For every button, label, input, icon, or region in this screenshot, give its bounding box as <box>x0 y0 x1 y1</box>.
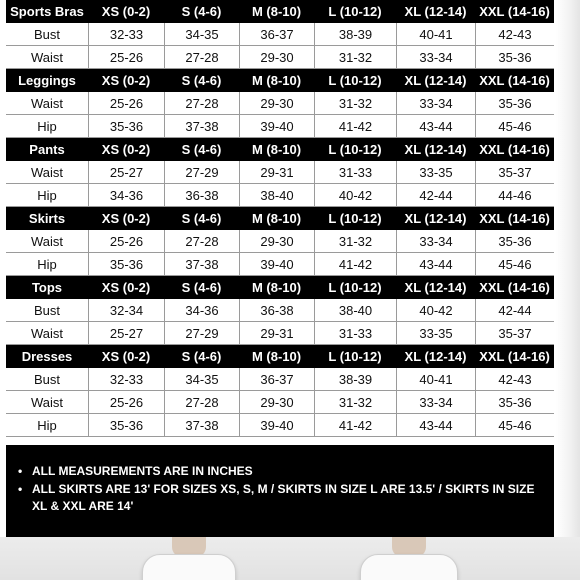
measurement-value: 36-38 <box>239 299 314 321</box>
measurement-value: 38-39 <box>314 368 396 390</box>
measurement-value: 41-42 <box>314 253 396 275</box>
size-column-header: M (8-10) <box>251 73 302 88</box>
measurement-value: 35-37 <box>475 161 554 183</box>
size-column-header: XXL (14-16) <box>479 73 550 88</box>
note-text: ALL SKIRTS ARE 13' FOR SIZES XS, S, M / SKIRTS IN SIZE L ARE 13.5' / SKIRTS IN SIZE XL & XXL ARE 14' <box>32 482 535 513</box>
measurement-row <box>6 115 554 138</box>
measurement-value: 34-35 <box>164 23 239 45</box>
measurement-value: 31-32 <box>314 92 396 114</box>
measurement-value: 33-34 <box>396 92 475 114</box>
measurement-value: 44-46 <box>475 184 554 206</box>
section-header <box>6 345 554 368</box>
measurement-label: Waist <box>30 95 64 111</box>
measurement-value: 40-41 <box>396 23 475 45</box>
size-column-header: M (8-10) <box>251 280 302 295</box>
measurement-value: 27-28 <box>164 92 239 114</box>
size-column-header: M (8-10) <box>251 4 302 19</box>
note-item <box>18 481 544 515</box>
section-header <box>6 69 554 92</box>
size-column-header: XXL (14-16) <box>479 349 550 364</box>
measurement-label: Waist <box>30 233 64 249</box>
measurement-value: 40-42 <box>396 299 475 321</box>
measurement-value: 25-27 <box>88 161 164 183</box>
measurement-row <box>6 253 554 276</box>
measurement-value: 29-30 <box>239 92 314 114</box>
measurement-value: 35-36 <box>88 115 164 137</box>
measurement-label: Waist <box>30 164 64 180</box>
measurement-value: 29-30 <box>239 391 314 413</box>
measurement-row <box>6 46 554 69</box>
measurement-value: 42-44 <box>475 299 554 321</box>
sneaker-icon <box>360 554 458 580</box>
measurement-value: 25-26 <box>88 230 164 252</box>
size-column-header: XL (12-14) <box>404 349 467 364</box>
size-column-header: XS (0-2) <box>101 73 151 88</box>
measurement-value: 38-40 <box>314 299 396 321</box>
measurement-value: 35-37 <box>475 322 554 344</box>
size-column-header: XXL (14-16) <box>479 4 550 19</box>
measurement-value: 32-33 <box>88 368 164 390</box>
measurement-value: 41-42 <box>314 414 396 436</box>
measurement-value: 35-36 <box>475 391 554 413</box>
size-column-header: L (10-12) <box>328 142 382 157</box>
measurement-value: 39-40 <box>239 414 314 436</box>
measurement-value: 36-37 <box>239 368 314 390</box>
measurement-value: 35-36 <box>88 253 164 275</box>
measurement-value: 33-35 <box>396 161 475 183</box>
background-photo-edge <box>556 0 580 580</box>
size-column-header: M (8-10) <box>251 142 302 157</box>
size-column-header: S (4-6) <box>181 349 222 364</box>
measurement-label: Bust <box>33 302 60 318</box>
measurement-value: 37-38 <box>164 414 239 436</box>
measurement-value: 37-38 <box>164 253 239 275</box>
measurement-label: Hip <box>37 417 57 433</box>
model-photo-feet <box>0 537 580 580</box>
measurement-value: 29-30 <box>239 230 314 252</box>
size-column-header: L (10-12) <box>328 211 382 226</box>
size-column-header: XL (12-14) <box>404 280 467 295</box>
measurement-value: 31-33 <box>314 322 396 344</box>
size-column-header: XXL (14-16) <box>479 142 550 157</box>
measurement-value: 33-34 <box>396 391 475 413</box>
section-header <box>6 207 554 230</box>
size-column-header: S (4-6) <box>181 280 222 295</box>
measurement-notes <box>6 445 554 537</box>
size-chart <box>6 0 566 437</box>
measurement-value: 43-44 <box>396 253 475 275</box>
measurement-label: Hip <box>37 118 57 134</box>
measurement-row <box>6 414 554 437</box>
section-title: Sports Bras <box>10 4 84 19</box>
measurement-value: 45-46 <box>475 414 554 436</box>
size-column-header: XL (12-14) <box>404 211 467 226</box>
measurement-row <box>6 92 554 115</box>
measurement-value: 37-38 <box>164 115 239 137</box>
size-column-header: L (10-12) <box>328 73 382 88</box>
measurement-value: 43-44 <box>396 414 475 436</box>
measurement-row <box>6 230 554 253</box>
measurement-value: 29-31 <box>239 322 314 344</box>
measurement-value: 27-29 <box>164 322 239 344</box>
bullet-icon: • <box>18 464 23 478</box>
measurement-value: 32-33 <box>88 23 164 45</box>
measurement-value: 35-36 <box>475 46 554 68</box>
measurement-label: Waist <box>30 394 64 410</box>
size-column-header: L (10-12) <box>328 4 382 19</box>
measurement-value: 34-35 <box>164 368 239 390</box>
measurement-label: Bust <box>33 371 60 387</box>
size-column-header: M (8-10) <box>251 211 302 226</box>
sneaker-icon <box>142 554 236 580</box>
size-chart-sections <box>6 0 566 437</box>
measurement-row <box>6 161 554 184</box>
measurement-row <box>6 299 554 322</box>
measurement-value: 31-32 <box>314 391 396 413</box>
measurement-value: 33-34 <box>396 46 475 68</box>
size-column-header: XS (0-2) <box>101 4 151 19</box>
measurement-row <box>6 23 554 46</box>
measurement-value: 42-43 <box>475 368 554 390</box>
size-column-header: XXL (14-16) <box>479 211 550 226</box>
size-column-header: XS (0-2) <box>101 280 151 295</box>
note-text: ALL MEASUREMENTS ARE IN INCHES <box>32 464 253 478</box>
measurement-value: 39-40 <box>239 115 314 137</box>
measurement-value: 39-40 <box>239 253 314 275</box>
measurement-row <box>6 391 554 414</box>
measurement-value: 38-40 <box>239 184 314 206</box>
section-header <box>6 138 554 161</box>
measurement-value: 27-28 <box>164 230 239 252</box>
measurement-value: 35-36 <box>88 414 164 436</box>
measurement-value: 31-32 <box>314 230 396 252</box>
measurement-row <box>6 184 554 207</box>
measurement-value: 29-31 <box>239 161 314 183</box>
note-item <box>18 463 544 480</box>
size-column-header: M (8-10) <box>251 349 302 364</box>
measurement-row <box>6 322 554 345</box>
size-column-header: XL (12-14) <box>404 4 467 19</box>
measurement-value: 27-29 <box>164 161 239 183</box>
section-title: Pants <box>29 142 65 157</box>
measurement-value: 29-30 <box>239 46 314 68</box>
size-column-header: XL (12-14) <box>404 73 467 88</box>
measurement-value: 42-44 <box>396 184 475 206</box>
measurement-value: 34-36 <box>164 299 239 321</box>
size-column-header: XXL (14-16) <box>479 280 550 295</box>
measurement-value: 41-42 <box>314 115 396 137</box>
size-column-header: L (10-12) <box>328 280 382 295</box>
measurement-value: 32-34 <box>88 299 164 321</box>
size-column-header: XL (12-14) <box>404 142 467 157</box>
size-column-header: S (4-6) <box>181 4 222 19</box>
size-column-header: S (4-6) <box>181 73 222 88</box>
measurement-value: 40-42 <box>314 184 396 206</box>
measurement-label: Hip <box>37 187 57 203</box>
section-header <box>6 276 554 299</box>
measurement-value: 43-44 <box>396 115 475 137</box>
measurement-label: Hip <box>37 256 57 272</box>
measurement-value: 33-34 <box>396 230 475 252</box>
size-column-header: XS (0-2) <box>101 211 151 226</box>
size-column-header: XS (0-2) <box>101 349 151 364</box>
measurement-value: 36-37 <box>239 23 314 45</box>
measurement-value: 42-43 <box>475 23 554 45</box>
section-header <box>6 0 554 23</box>
measurement-value: 40-41 <box>396 368 475 390</box>
measurement-value: 25-27 <box>88 322 164 344</box>
measurement-value: 27-28 <box>164 391 239 413</box>
section-title: Dresses <box>21 349 73 364</box>
measurement-value: 45-46 <box>475 115 554 137</box>
bullet-icon: • <box>18 482 23 496</box>
size-column-header: L (10-12) <box>328 349 382 364</box>
measurement-value: 31-32 <box>314 46 396 68</box>
measurement-label: Waist <box>30 49 64 65</box>
measurement-value: 36-38 <box>164 184 239 206</box>
measurement-value: 25-26 <box>88 46 164 68</box>
section-title: Leggings <box>18 73 76 88</box>
measurement-value: 35-36 <box>475 92 554 114</box>
measurement-value: 31-33 <box>314 161 396 183</box>
measurement-value: 27-28 <box>164 46 239 68</box>
measurement-value: 34-36 <box>88 184 164 206</box>
measurement-value: 38-39 <box>314 23 396 45</box>
measurement-row <box>6 368 554 391</box>
size-column-header: XS (0-2) <box>101 142 151 157</box>
measurement-label: Bust <box>33 26 60 42</box>
section-title: Skirts <box>28 211 66 226</box>
section-title: Tops <box>31 280 63 295</box>
measurement-value: 45-46 <box>475 253 554 275</box>
size-column-header: S (4-6) <box>181 211 222 226</box>
measurement-label: Waist <box>30 325 64 341</box>
measurement-value: 35-36 <box>475 230 554 252</box>
size-column-header: S (4-6) <box>181 142 222 157</box>
measurement-value: 25-26 <box>88 92 164 114</box>
measurement-value: 25-26 <box>88 391 164 413</box>
measurement-value: 33-35 <box>396 322 475 344</box>
